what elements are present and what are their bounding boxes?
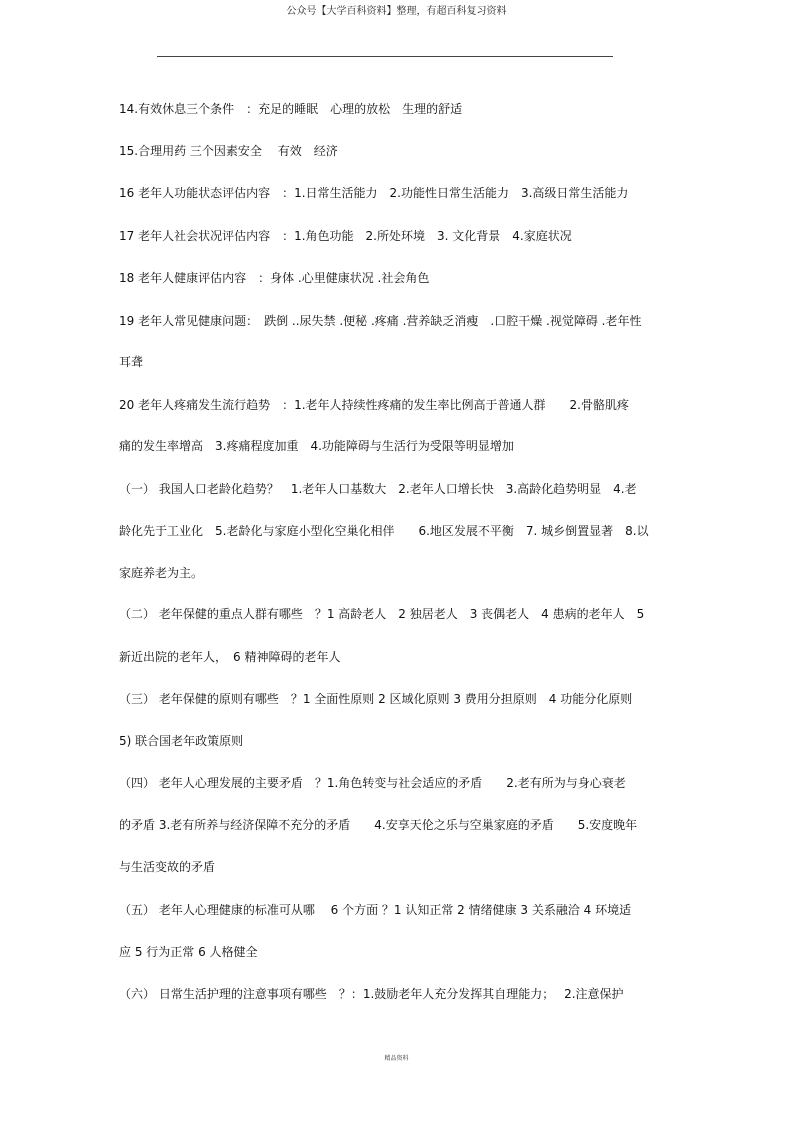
text-line-16: 5) 联合国老年政策原则: [119, 734, 244, 748]
text-line-1: 14.有效休息三个条件 ：充足的睡眠 心理的放松 生理的舒适: [119, 102, 463, 116]
page-header: 公众号【大学百科资料】整理，有超百科复习资料: [286, 6, 507, 17]
text-line-7: 耳聋: [119, 355, 144, 369]
text-line-8: 20 老年人疼痛发生流行趋势 ：1.老年人持续性疼痛的发生率比例高于普通人群 2.骨骼肌疼: [119, 398, 629, 412]
text-line-19: 与生活变故的矛盾: [119, 860, 216, 874]
text-line-4: 17 老年人社会状况评估内容 ：1.角色功能 2.所处环境 3. 文化背景 4.家庭状况: [119, 229, 572, 243]
text-line-10: （一） 我国人口老龄化趋势？ 1.老年人口基数大 2.老年人口增长快 3.高龄化趋势明显 4.老: [119, 482, 637, 496]
text-line-13: （二） 老年保健的重点人群有哪些 ？1 高龄老人 2 独居老人 3 丧偶老人 4 患病的老年人 5: [119, 607, 645, 621]
text-line-3: 16 老年人功能状态评估内容 ：1.日常生活能力 2.功能性日常生活能力 3.高级日常生活能力: [119, 186, 629, 200]
text-line-20: （五） 老年人心理健康的标准可从哪 6 个方面 ？1 认知正常 2 情绪健康 3 关系融洽 4 环境适: [119, 903, 632, 917]
page-footer: 精品资料: [384, 1055, 409, 1062]
text-line-12: 家庭养老为主。: [119, 566, 204, 580]
text-line-18: 的矛盾 3.老有所养与经济保障不充分的矛盾 4.安享天伦之乐与空巢家庭的矛盾 5.安度晚年: [119, 818, 638, 832]
text-line-11: 龄化先于工业化 5.老龄化与家庭小型化空巢化相伴 6.地区发展不平衡 7. 城乡倒置显著 8.以: [119, 524, 649, 538]
text-line-9: 痛的发生率增高 3.疼痛程度加重 4.功能障碍与生活行为受限等明显增加: [119, 439, 514, 453]
text-line-2: 15.合理用药 三个因素安全 有效 经济: [119, 144, 338, 158]
text-line-14: 新近出院的老年人， 6 精神障碍的老年人: [119, 650, 341, 664]
text-line-21: 应 5 行为正常 6 人格健全: [119, 945, 258, 959]
text-line-17: （四） 老年人心理发展的主要矛盾 ？1.角色转变与社会适应的矛盾 2.老有所为与身心衰老: [119, 776, 626, 790]
text-line-5: 18 老年人健康评估内容 ：身体 .心里健康状况 .社会角色: [119, 271, 430, 285]
text-line-15: （三） 老年保健的原则有哪些 ？1 全面性原则 2 区域化原则 3 费用分担原则 4 功能分化原则: [119, 692, 633, 706]
header-divider: [157, 56, 613, 57]
text-line-22: （六） 日常生活护理的注意事项有哪些 ？：1.鼓励老年人充分发挥其自理能力； 2.注意保护: [119, 987, 624, 1001]
text-line-6: 19 老年人常见健康问题： 跌倒 ..尿失禁 .便秘 .疼痛 .营养缺乏消瘦 .口腔干燥 .视觉障碍 .老年性: [119, 314, 642, 328]
